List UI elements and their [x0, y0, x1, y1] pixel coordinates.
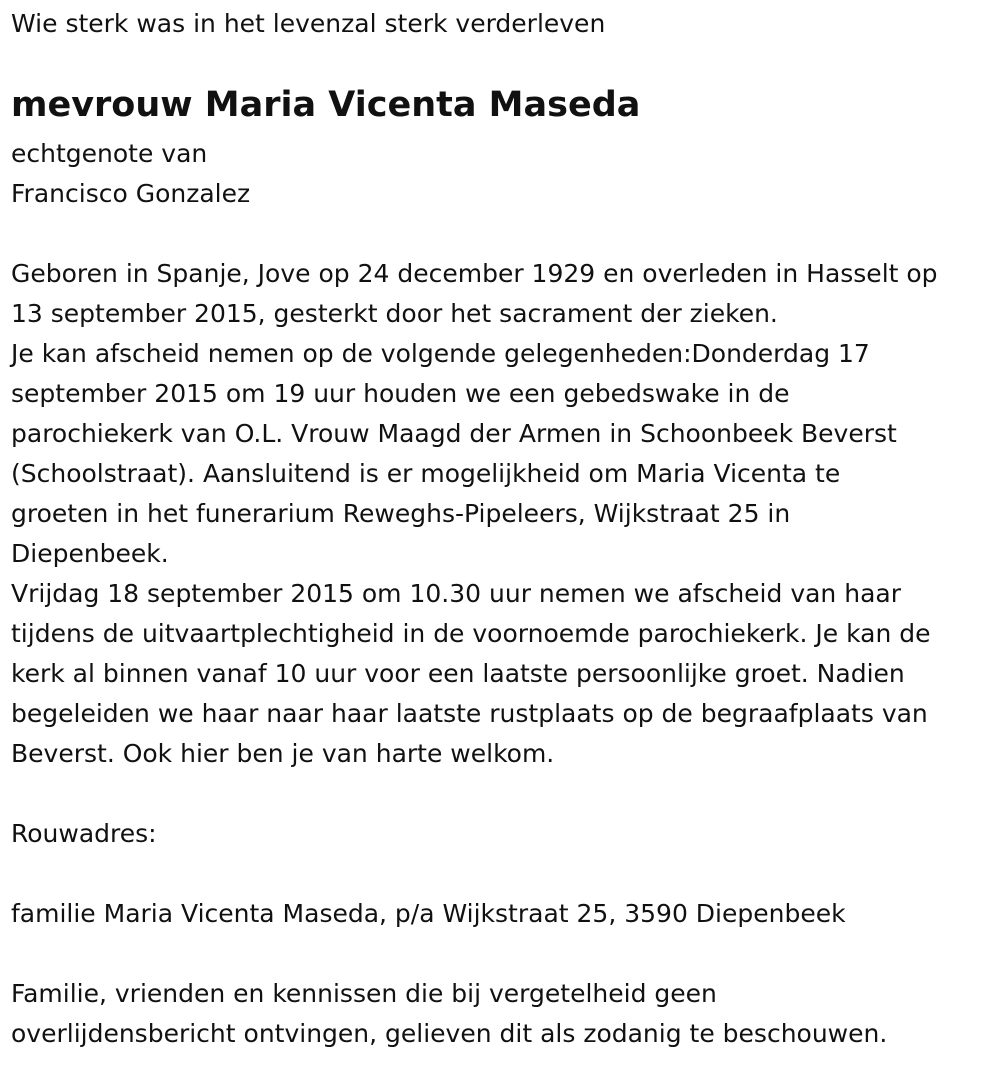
body-line: parochiekerk van O.L. Vrouw Maagd der Armen in Schoonbeek Beverst: [11, 419, 897, 448]
address: familie Maria Vicenta Maseda, p/a Wijkstraat 25, 3590 Diepenbeek: [11, 899, 846, 928]
body-line: (Schoolstraat). Aansluitend is er mogelijkheid om Maria Vicenta te: [11, 459, 841, 488]
body-line: Vrijdag 18 september 2015 om 10.30 uur nemen we afscheid van haar: [11, 579, 901, 608]
body-line: Je kan afscheid nemen op de volgende gelegenheden:Donderdag 17: [11, 339, 870, 368]
body-line: groeten in het funerarium Reweghs-Pipeleers, Wijkstraat 25 in: [11, 499, 791, 528]
body-line: kerk al binnen vanaf 10 uur voor een laatste persoonlijke groet. Nadien: [11, 659, 905, 688]
body-line: Beverst. Ook hier ben je van harte welkom.: [11, 739, 555, 768]
closing-line: overlijdensbericht ontvingen, gelieven dit als zodanig te beschouwen.: [11, 1019, 888, 1048]
body-line: Diepenbeek.: [11, 539, 169, 568]
relation-line: echtgenote van: [11, 139, 208, 168]
closing-line: Familie, vrienden en kennissen die bij vergetelheid geen: [11, 979, 717, 1008]
motto: Wie sterk was in het levenzal sterk verderleven: [11, 9, 606, 38]
body-line: 13 september 2015, gesterkt door het sacrament der zieken.: [11, 299, 778, 328]
body-line: begeleiden we haar naar haar laatste rustplaats op de begraafplaats van: [11, 699, 928, 728]
body-line: september 2015 om 19 uur houden we een gebedswake in de: [11, 379, 790, 408]
spouse-name: Francisco Gonzalez: [11, 179, 251, 208]
address-label: Rouwadres:: [11, 819, 157, 848]
body-line: Geboren in Spanje, Jove op 24 december 1929 en overleden in Hasselt op: [11, 259, 938, 288]
body-line: tijdens de uitvaartplechtigheid in de voornoemde parochiekerk. Je kan de: [11, 619, 931, 648]
deceased-name: mevrouw Maria Vicenta Maseda: [11, 85, 641, 125]
